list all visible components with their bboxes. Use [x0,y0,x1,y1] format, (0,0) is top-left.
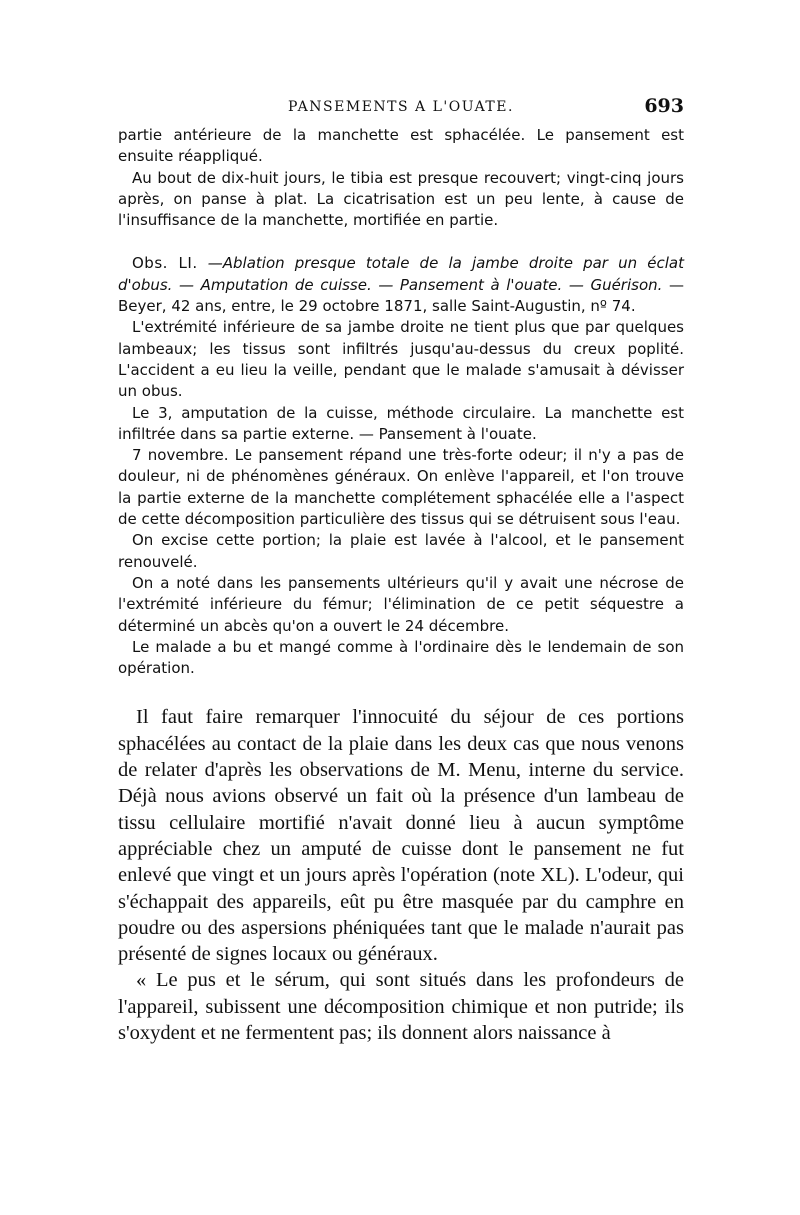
observation-label: Obs. LI. [132,254,198,273]
observation-title: —Ablation presque totale de la jambe droite par un éclat d'obus. — Amputation de cuisse. — Pansement à l'ouate. — Guérison. [118,254,684,294]
observation-paragraph: Le malade a bu et mangé comme à l'ordinaire dès le lendemain de son opération. [118,637,684,678]
observation-paragraph: On excise cette portion; la plaie est lavée à l'alcool, et le pansement renouvelé. [118,531,684,571]
running-header [118,95,684,119]
observation-text [118,125,684,679]
observation-paragraph: On a noté dans les pansements ultérieurs qu'il y avait une nécrose de l'extrémité inférieure du fémur; l'élimination de ce petit séquestre a déterminé un abcès qu'on a ouvert le 24 décembre. [118,573,684,635]
continuation-paragraph: partie antérieure de la manchette est sphacélée. Le pansement est ensuite réappliqué. [118,126,684,166]
main-text [118,704,684,1046]
running-title: PANSEMENTS A L'OUATE. [288,99,514,115]
observation-paragraph: 7 novembre. Le pansement répand une très-forte odeur; il n'y a pas de douleur, ni de phénomènes généraux. On enlève l'appareil, et l'on trouve la partie externe de la manchette complétement sphacélée elle a l'aspect de cette décomposition particulière des tissus qui se détruisent sous l'eau. [118,446,684,529]
spacer [118,679,684,704]
observation-paragraph: Le 3, amputation de la cuisse, méthode circulaire. La manchette est infiltrée dans sa partie externe. — Pansement à l'ouate. [118,403,684,443]
body-paragraph: Il faut faire remarquer l'innocuité du séjour de ces portions sphacélées au contact de la plaie dans les deux cas que nous venons de relater d'après les observations de M. Menu, interne du service. Déjà nous avions observé un fait où la présence d'un lambeau de tissu cellulaire mortifié n'avait donné lieu à aucun symptôme appréciable chez un amputé de cuisse dont le pansement ne fut enlevé que vingt et un jours après l'opération (note XL). L'odeur, qui s'échappait des appareils, eût pu être masquée par du camphre en poudre ou des aspersions phéniquées tant que le malade n'aurait pas présenté de signes locaux ou généraux. [118,706,684,966]
observation-paragraph: L'extrémité inférieure de sa jambe droite ne tient plus que par quelques lambeaux; les tissus sont infiltrés jusqu'au-dessus du creux poplité. L'accident a eu lieu la veille, pendant que le malade s'amusait à dévisser un obus. [118,318,684,401]
book-page [118,95,684,1046]
continuation-paragraph: Au bout de dix-huit jours, le tibia est presque recouvert; vingt-cinq jours après, on panse à plat. La cicatrisation est un peu lente, à cause de l'insuffisance de la manchette, mortifiée en partie. [118,168,684,230]
body-paragraph: « Le pus et le sérum, qui sont situés dans les profondeurs de l'appareil, subissent une décomposition chimique et non putride; ils s'oxydent et ne fermentent pas; ils donnent alors naissance à [118,969,684,1044]
page-number: 693 [644,95,684,117]
observation-heading [118,253,684,317]
spacer [118,231,684,253]
observation-patient: — Beyer, 42 ans, entre, le 29 octobre 1871, salle Saint-Augustin, nº 74. [118,275,684,316]
